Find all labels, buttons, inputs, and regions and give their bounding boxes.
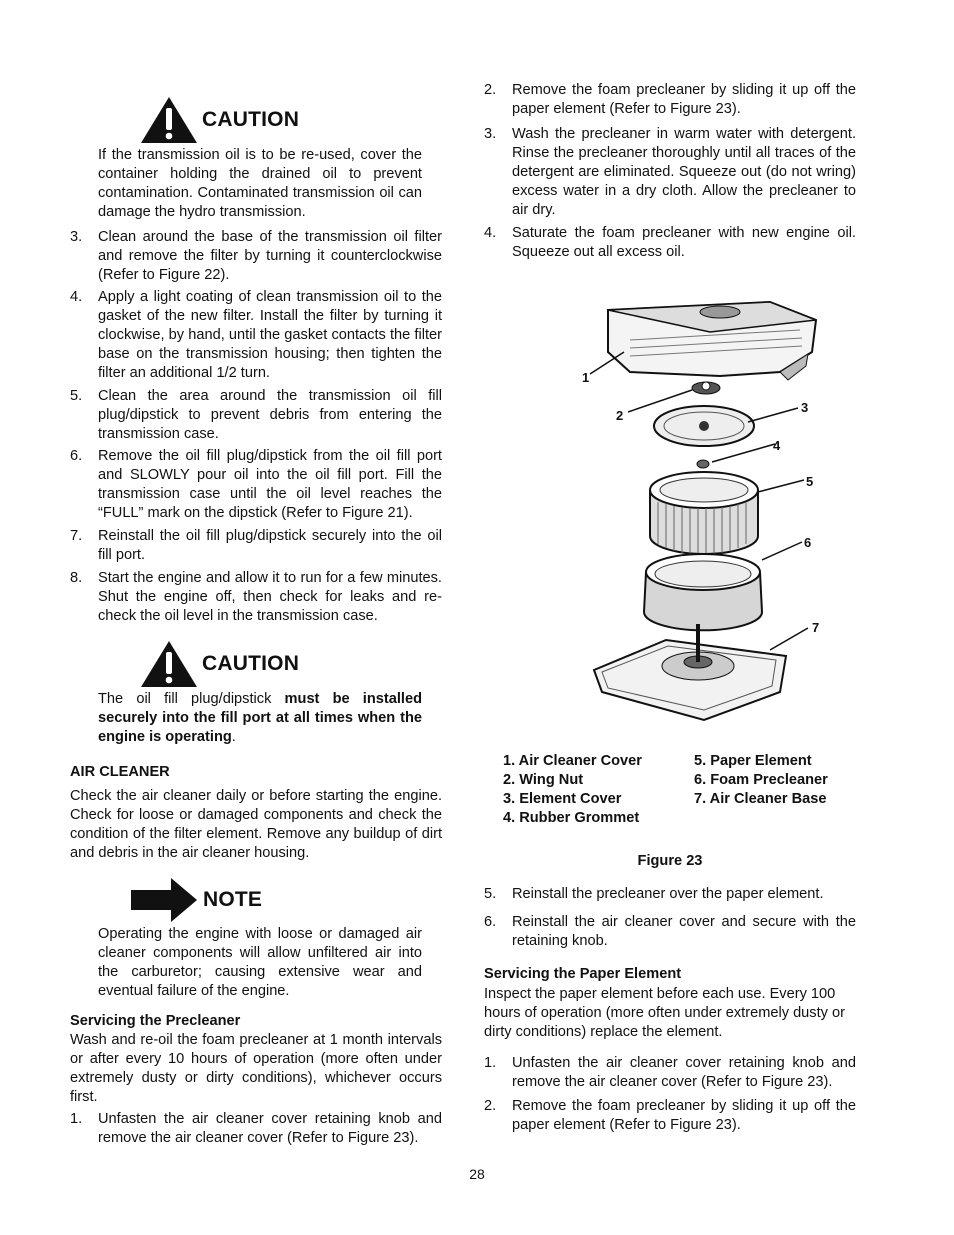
air-cleaner-exploded-diagram <box>580 290 840 730</box>
note-header <box>131 878 262 922</box>
right-column <box>484 0 856 1235</box>
section-heading: Servicing the Precleaner <box>70 1013 241 1029</box>
list-item: 8. Start the engine and allow it to run for a few minutes. Shut the engine off, then check for leaks and re-check the oil level in the transmission case. <box>70 570 442 624</box>
list-item: 2. Remove the foam precleaner by sliding it up off the paper element (Refer to Figure 23). <box>484 1098 856 1133</box>
legend-item: 6. Foam Precleaner <box>694 772 828 788</box>
figure-legend-left <box>503 752 642 828</box>
legend-item: 1. Air Cleaner Cover <box>503 753 642 769</box>
note-text: Operating the engine with loose or damaged air cleaner components will allow unfiltered air into the carburetor; causing extensive wear and eventual failure of the engine. <box>98 926 422 999</box>
warning-triangle-icon <box>140 96 198 144</box>
air-cleaner-cover <box>608 302 816 380</box>
foam-precleaner <box>644 554 762 630</box>
paragraph: Check the air cleaner daily or before starting the engine. Check for loose or damaged components and check the condition of the filter element. Remove any buildup of dirt and debris in the air cleaner housing. <box>70 788 442 861</box>
arrow-right-icon <box>131 878 197 922</box>
section-heading: Servicing the Paper Element <box>484 966 682 982</box>
callout-number: 6 <box>804 535 812 550</box>
note-title: NOTE <box>203 888 263 911</box>
warning-triangle-icon <box>140 640 198 688</box>
list-item: 3. Clean around the base of the transmission oil filter and remove the filter by turning it counterclockwise (Refer to Figure 22). <box>70 229 442 283</box>
list-item: 4. Apply a light coating of clean transmission oil to the gasket of the new filter. Install the filter by turning it clockwise, by hand, until the gasket contacts the filter base on the transmission housing; then tighten the filter an additional 1/2 turn. <box>70 289 442 381</box>
list-item: 1. Unfasten the air cleaner cover retaining knob and remove the air cleaner cover (Refer to Figure 23). <box>70 1111 442 1146</box>
callout-number: 4 <box>773 438 781 453</box>
section-heading: AIR CLEANER <box>70 764 170 780</box>
list-item: 5. Reinstall the precleaner over the paper element. <box>484 886 824 902</box>
legend-item: 7. Air Cleaner Base <box>694 791 827 807</box>
paragraph: Inspect the paper element before each use. Every 100 hours of operation (more often under extremely dusty or dirty conditions) replace the element. <box>484 986 845 1040</box>
list-item: 1. Unfasten the air cleaner cover retaining knob and remove the air cleaner cover (Refer to Figure 23). <box>484 1055 856 1090</box>
caution-text: If the transmission oil is to be re-used, cover the container holding the drained oil to prevent contamination. Contaminated transmission oil can damage the hydro transmission. <box>98 147 422 220</box>
air-cleaner-base <box>594 624 786 720</box>
caution-header <box>140 640 299 688</box>
list-item: 6. Remove the oil fill plug/dipstick from the oil fill port and SLOWLY pour oil into the oil fill port. Fill the transmission case until the oil level reaches the “FULL” mark on the dipstick (Refer to Figure 21). <box>70 448 442 521</box>
caution-text: The oil fill plug/dipstick must be installed securely into the fill port at all times when the engine is operating. <box>98 691 422 745</box>
legend-item: 5. Paper Element <box>694 753 812 769</box>
callout-number: 7 <box>812 620 820 635</box>
figure-legend-right <box>694 752 828 809</box>
paper-element <box>650 472 758 554</box>
element-cover <box>654 406 754 446</box>
rubber-grommet <box>697 460 709 468</box>
list-item: 6. Reinstall the air cleaner cover and secure with the retaining knob. <box>484 914 856 949</box>
list-item: 3. Wash the precleaner in warm water with detergent. Rinse the precleaner thoroughly until all traces of the detergent are eliminated. Squeeze out (do not wring) excess water in a dry cloth. Allow the precleaner to air dry. <box>484 126 856 218</box>
figure-caption: Figure 23 <box>637 853 703 869</box>
legend-item: 3. Element Cover <box>503 791 622 807</box>
caution-title: CAUTION <box>202 108 300 131</box>
list-item: 7. Reinstall the oil fill plug/dipstick securely into the oil fill port. <box>70 528 442 563</box>
legend-item: 4. Rubber Grommet <box>503 810 640 826</box>
legend-item: 2. Wing Nut <box>503 772 584 788</box>
list-item: 2. Remove the foam precleaner by sliding it up off the paper element (Refer to Figure 23). <box>484 82 856 117</box>
callout-number: 5 <box>806 474 814 489</box>
left-column <box>70 0 442 1235</box>
caution-title: CAUTION <box>202 652 300 675</box>
page-number: 28 <box>469 1166 485 1182</box>
list-item: 4. Saturate the foam precleaner with new engine oil. Squeeze out all excess oil. <box>484 225 856 260</box>
caution-header <box>140 96 299 144</box>
paragraph: Wash and re-oil the foam precleaner at 1 month intervals or after every 10 hours of operation (more often under extremely dusty or dirty conditions), whichever occurs first. <box>70 1032 442 1105</box>
callout-number: 1 <box>582 370 590 385</box>
callout-number: 3 <box>801 400 809 415</box>
list-item: 5. Clean the area around the transmission oil fill plug/dipstick to prevent debris from entering the transmission case. <box>70 388 442 442</box>
wing-nut <box>692 382 720 394</box>
callout-number: 2 <box>616 408 624 423</box>
